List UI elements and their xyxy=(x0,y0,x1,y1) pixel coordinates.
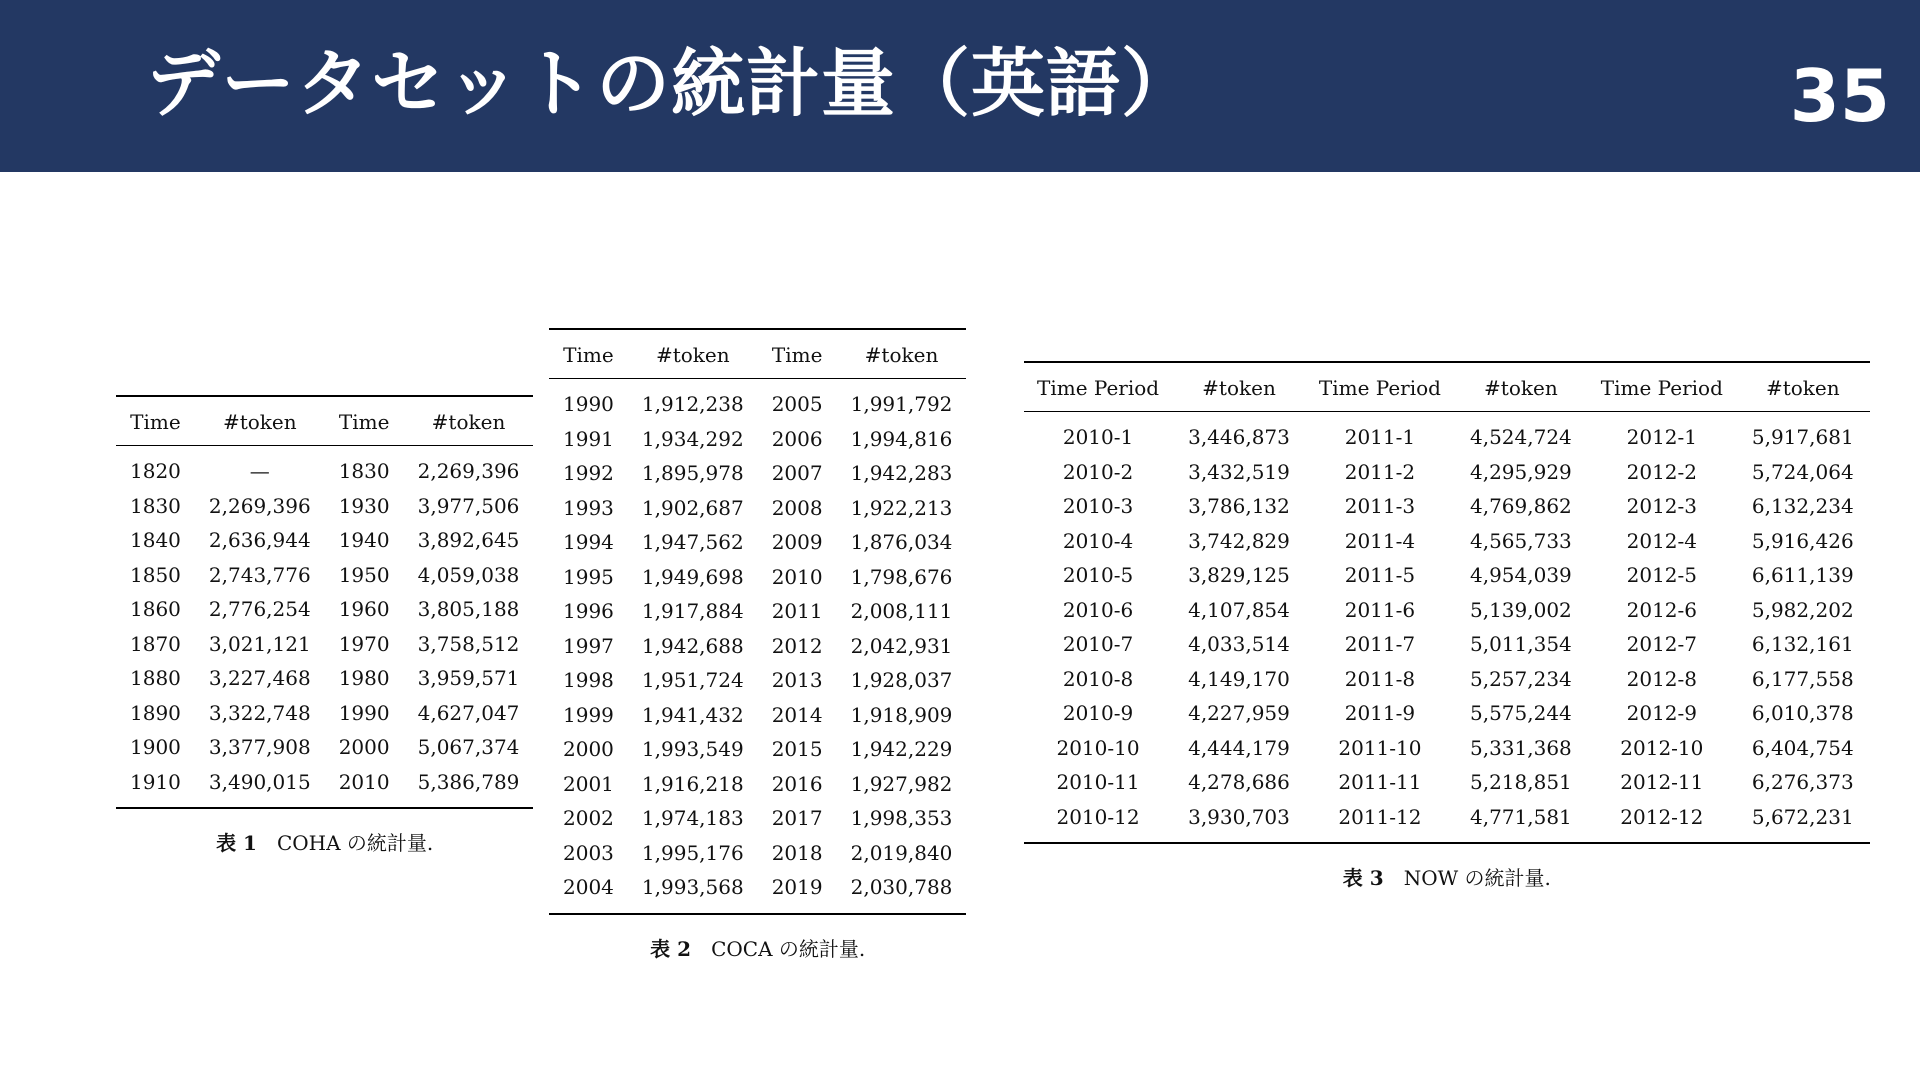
table-row xyxy=(1024,593,1870,628)
table-cell: 1,994,816 xyxy=(850,426,953,451)
table-cell: 6,611,139 xyxy=(1751,563,1854,588)
table-cell: 2012-3 xyxy=(1626,494,1698,519)
table-cell: 4,227,959 xyxy=(1188,701,1290,726)
table-row xyxy=(116,446,533,489)
table-row xyxy=(549,629,966,664)
table-cell: 1,798,676 xyxy=(850,564,953,589)
table-cell: 5,916,426 xyxy=(1751,528,1854,553)
table-cell: 2003 xyxy=(563,840,614,865)
table-cell: 1,876,034 xyxy=(850,530,953,555)
table-row xyxy=(549,663,966,698)
table-header-row xyxy=(549,329,966,379)
table-cell: 1,998,353 xyxy=(850,806,953,831)
coha-table-caption xyxy=(116,827,533,856)
table-cell: 1,951,724 xyxy=(641,668,744,693)
table-cell: 1,927,982 xyxy=(850,771,953,796)
table-cell: 2012-12 xyxy=(1588,800,1736,844)
table-cell: 5,386,789 xyxy=(404,765,534,809)
table-cell: 5,917,681 xyxy=(1751,425,1854,450)
column-header: #token xyxy=(1736,362,1870,412)
table-cell: 5,672,231 xyxy=(1736,800,1870,844)
table-cell: 1950 xyxy=(338,562,390,587)
table-row xyxy=(549,801,966,836)
table-cell: 2013 xyxy=(771,668,823,693)
table-row xyxy=(549,870,966,914)
table-cell: 2010-5 xyxy=(1062,563,1134,588)
table-cell: 3,805,188 xyxy=(417,597,520,622)
table-row xyxy=(1024,731,1870,766)
table-cell: 2010-4 xyxy=(1062,528,1134,553)
column-header: Time Period xyxy=(1588,362,1736,412)
table-cell: 2011-11 xyxy=(1338,770,1422,795)
table-cell: 2,269,396 xyxy=(208,493,311,518)
column-header: Time xyxy=(116,396,195,446)
table-cell: 2011-10 xyxy=(1338,735,1422,760)
table-cell: 2,019,840 xyxy=(850,840,953,865)
table-cell: 2010-11 xyxy=(1056,770,1140,795)
coca-table xyxy=(549,328,966,915)
table-cell: 2011-9 xyxy=(1344,701,1416,726)
table-cell: 1991 xyxy=(563,426,614,451)
table-cell: 3,377,908 xyxy=(208,735,311,760)
table-cell: 3,227,468 xyxy=(208,666,311,691)
table-cell: 2012-7 xyxy=(1626,632,1698,657)
table-cell: 2,008,111 xyxy=(850,599,953,624)
table-cell: 1,912,238 xyxy=(641,392,744,417)
table-cell: 2017 xyxy=(771,806,823,831)
table-cell: 5,257,234 xyxy=(1469,666,1572,691)
table-cell: 1,922,213 xyxy=(850,495,953,520)
table-cell: 1992 xyxy=(563,461,614,486)
caption-label: 表 2 xyxy=(650,936,692,961)
page-number: 35 xyxy=(1789,54,1890,138)
slide-title: データセットの統計量（英語） xyxy=(146,41,1196,127)
now-table-caption xyxy=(1024,862,1870,891)
table-cell: 2012-4 xyxy=(1626,528,1698,553)
table-cell: 1830 xyxy=(130,493,181,518)
table-cell: 2010-6 xyxy=(1062,597,1134,622)
table-cell: 2012-6 xyxy=(1626,597,1698,622)
table-cell: 5,724,064 xyxy=(1751,459,1854,484)
table-cell: 1860 xyxy=(130,597,181,622)
table-row xyxy=(549,732,966,767)
table-cell: 2012 xyxy=(771,633,823,658)
table-cell: 1996 xyxy=(563,599,614,624)
table-row xyxy=(1024,765,1870,800)
table-cell: 4,278,686 xyxy=(1188,770,1290,795)
table-cell: 2012-5 xyxy=(1626,563,1698,588)
table-cell: 2005 xyxy=(771,392,823,417)
table-row xyxy=(1024,800,1870,844)
table-cell: 5,331,368 xyxy=(1469,735,1572,760)
table-cell: 2010-2 xyxy=(1062,459,1134,484)
table-row xyxy=(116,730,533,765)
column-header: Time xyxy=(549,329,628,379)
table-cell: 4,954,039 xyxy=(1469,563,1572,588)
table-cell: 1940 xyxy=(338,528,390,553)
table-cell: 1999 xyxy=(563,702,614,727)
table-cell: 2014 xyxy=(771,702,823,727)
table-cell: 2010-9 xyxy=(1062,701,1134,726)
table-cell: 4,769,862 xyxy=(1469,494,1572,519)
table-cell: 4,059,038 xyxy=(417,562,520,587)
caption-label: 表 3 xyxy=(1342,866,1384,890)
coha-table xyxy=(116,395,533,809)
table-cell: 6,177,558 xyxy=(1751,666,1854,691)
table-cell: 3,977,506 xyxy=(417,493,520,518)
table-cell: 2,269,396 xyxy=(417,459,520,484)
table-cell: 1,895,978 xyxy=(641,461,744,486)
table-cell: 1,995,176 xyxy=(641,840,744,865)
table-cell: 1,993,568 xyxy=(628,870,758,914)
table-cell: 1820 xyxy=(130,459,181,484)
table-cell: 1,974,183 xyxy=(641,806,744,831)
now-table-block xyxy=(1024,361,1870,891)
table-cell: 1,941,432 xyxy=(641,702,744,727)
table-cell: 4,033,514 xyxy=(1188,632,1290,657)
table-cell: 4,524,724 xyxy=(1469,425,1572,450)
table-cell: 1,902,687 xyxy=(641,495,744,520)
table-cell: 2002 xyxy=(563,806,614,831)
coca-table-block xyxy=(549,328,966,962)
table-cell: 2010-10 xyxy=(1056,735,1140,760)
table-row xyxy=(116,765,533,809)
table-cell: 2012-2 xyxy=(1626,459,1698,484)
table-cell: 2010-7 xyxy=(1062,632,1134,657)
table-row xyxy=(549,560,966,595)
table-cell: 2019 xyxy=(758,870,837,914)
table-cell: 2016 xyxy=(771,771,823,796)
table-cell: 2011-6 xyxy=(1344,597,1416,622)
table-cell: 2011-12 xyxy=(1306,800,1454,844)
coca-table-caption xyxy=(549,933,966,962)
table-cell: 3,446,873 xyxy=(1188,425,1290,450)
table-cell: 2011-8 xyxy=(1344,666,1416,691)
table-cell: 1960 xyxy=(338,597,390,622)
table-cell: 1,934,292 xyxy=(641,426,744,451)
caption-text: NOW の統計量. xyxy=(1403,866,1551,890)
table-cell: 1,991,792 xyxy=(850,392,953,417)
table-cell: 1980 xyxy=(338,666,390,691)
column-header: Time xyxy=(758,329,837,379)
table-cell: 1,918,909 xyxy=(850,702,953,727)
table-cell: 3,021,121 xyxy=(208,631,311,656)
table-cell: 1930 xyxy=(338,493,390,518)
table-cell: 2011-2 xyxy=(1344,459,1416,484)
table-cell: 1840 xyxy=(130,528,181,553)
table-cell: 2,743,776 xyxy=(208,562,311,587)
table-row xyxy=(116,489,533,524)
table-cell: 3,490,015 xyxy=(195,765,325,809)
column-header: #token xyxy=(628,329,758,379)
table-row xyxy=(1024,696,1870,731)
table-row xyxy=(1024,558,1870,593)
table-cell: 1990 xyxy=(338,700,390,725)
table-cell: 1890 xyxy=(130,700,181,725)
caption-label: 表 1 xyxy=(216,831,257,855)
table-cell: 5,575,244 xyxy=(1469,701,1572,726)
column-header: #token xyxy=(1172,362,1306,412)
table-cell: 1,942,283 xyxy=(850,461,953,486)
table-cell: 3,432,519 xyxy=(1188,459,1290,484)
table-cell: 1,947,562 xyxy=(641,530,744,555)
coha-table-block xyxy=(116,395,533,856)
table-cell: 6,010,378 xyxy=(1751,701,1854,726)
table-cell: 2011-1 xyxy=(1344,425,1416,450)
table-cell: 2010 xyxy=(771,564,823,589)
table-cell: 1910 xyxy=(116,765,195,809)
caption-text: COHA の統計量. xyxy=(276,831,434,855)
table-row xyxy=(116,696,533,731)
table-cell: 2011-5 xyxy=(1344,563,1416,588)
table-cell: 2011 xyxy=(771,599,823,624)
table-cell: 1,917,884 xyxy=(641,599,744,624)
table-row xyxy=(549,379,966,422)
table-cell: 5,982,202 xyxy=(1751,597,1854,622)
caption-text: COCA の統計量. xyxy=(711,936,866,961)
table-row xyxy=(1024,627,1870,662)
table-cell: 1990 xyxy=(563,392,614,417)
table-cell: 1,942,688 xyxy=(641,633,744,658)
table-cell: 1993 xyxy=(563,495,614,520)
table-cell: 2012-1 xyxy=(1626,425,1698,450)
table-cell: 3,786,132 xyxy=(1188,494,1290,519)
column-header: Time Period xyxy=(1306,362,1454,412)
table-cell: — xyxy=(249,459,270,484)
table-cell: 2008 xyxy=(771,495,823,520)
table-cell: 2,030,788 xyxy=(837,870,967,914)
table-cell: 6,404,754 xyxy=(1751,735,1854,760)
table-row xyxy=(1024,455,1870,490)
table-cell: 3,959,571 xyxy=(417,666,520,691)
table-cell: 5,011,354 xyxy=(1469,632,1572,657)
column-header: Time xyxy=(325,396,404,446)
table-row xyxy=(549,525,966,560)
title-bar xyxy=(0,0,1920,172)
table-cell: 2011-3 xyxy=(1344,494,1416,519)
table-cell: 3,829,125 xyxy=(1188,563,1290,588)
table-header-row xyxy=(1024,362,1870,412)
table-row xyxy=(116,661,533,696)
table-cell: 4,565,733 xyxy=(1469,528,1572,553)
table-row xyxy=(549,698,966,733)
table-cell: 1970 xyxy=(338,631,390,656)
table-cell: 2000 xyxy=(338,735,390,760)
table-cell: 1,916,218 xyxy=(641,771,744,796)
table-header-row xyxy=(116,396,533,446)
table-cell: 3,322,748 xyxy=(208,700,311,725)
table-row xyxy=(549,456,966,491)
table-cell: 4,771,581 xyxy=(1454,800,1588,844)
table-row xyxy=(549,767,966,802)
table-cell: 2012-9 xyxy=(1626,701,1698,726)
table-cell: 1,942,229 xyxy=(850,737,953,762)
table-row xyxy=(1024,489,1870,524)
table-cell: 2010-8 xyxy=(1062,666,1134,691)
table-cell: 6,132,234 xyxy=(1751,494,1854,519)
table-cell: 1870 xyxy=(130,631,181,656)
table-cell: 4,149,170 xyxy=(1188,666,1290,691)
table-cell: 2010 xyxy=(325,765,404,809)
column-header: #token xyxy=(1454,362,1588,412)
column-header: #token xyxy=(195,396,325,446)
table-row xyxy=(116,627,533,662)
table-cell: 2010-12 xyxy=(1024,800,1172,844)
table-cell: 3,758,512 xyxy=(417,631,520,656)
table-cell: 6,276,373 xyxy=(1751,770,1854,795)
column-header: #token xyxy=(837,329,967,379)
table-cell: 2010-3 xyxy=(1062,494,1134,519)
table-cell: 1880 xyxy=(130,666,181,691)
table-cell: 2011-4 xyxy=(1344,528,1416,553)
table-row xyxy=(1024,524,1870,559)
table-cell: 2,776,254 xyxy=(208,597,311,622)
table-cell: 1830 xyxy=(338,459,390,484)
table-row xyxy=(116,592,533,627)
table-cell: 1,949,698 xyxy=(641,564,744,589)
table-cell: 3,742,829 xyxy=(1188,528,1290,553)
table-cell: 3,892,645 xyxy=(417,528,520,553)
table-cell: 2018 xyxy=(771,840,823,865)
table-cell: 2,042,931 xyxy=(850,633,953,658)
table-cell: 2001 xyxy=(563,771,614,796)
column-header: #token xyxy=(404,396,534,446)
table-cell: 2011-7 xyxy=(1344,632,1416,657)
table-cell: 5,067,374 xyxy=(417,735,520,760)
table-row xyxy=(1024,662,1870,697)
table-cell: 2012-11 xyxy=(1620,770,1704,795)
table-row xyxy=(1024,412,1870,455)
table-cell: 2010-1 xyxy=(1062,425,1134,450)
table-cell: 2007 xyxy=(771,461,823,486)
table-row xyxy=(549,491,966,526)
table-cell: 5,218,851 xyxy=(1469,770,1572,795)
table-cell: 1995 xyxy=(563,564,614,589)
table-cell: 4,627,047 xyxy=(417,700,520,725)
table-cell: 1900 xyxy=(130,735,181,760)
table-cell: 2012-10 xyxy=(1620,735,1704,760)
table-row xyxy=(549,836,966,871)
table-cell: 2006 xyxy=(771,426,823,451)
table-cell: 2004 xyxy=(549,870,628,914)
column-header: Time Period xyxy=(1024,362,1172,412)
table-cell: 1997 xyxy=(563,633,614,658)
table-row xyxy=(116,523,533,558)
table-row xyxy=(549,594,966,629)
table-cell: 4,444,179 xyxy=(1188,735,1290,760)
table-cell: 4,295,929 xyxy=(1469,459,1572,484)
table-cell: 2009 xyxy=(771,530,823,555)
table-row xyxy=(116,558,533,593)
table-cell: 2000 xyxy=(563,737,614,762)
table-cell: 2012-8 xyxy=(1626,666,1698,691)
table-cell: 1850 xyxy=(130,562,181,587)
table-row xyxy=(549,422,966,457)
table-cell: 6,132,161 xyxy=(1751,632,1854,657)
table-cell: 3,930,703 xyxy=(1172,800,1306,844)
table-cell: 1,928,037 xyxy=(850,668,953,693)
table-cell: 2015 xyxy=(771,737,823,762)
table-cell: 4,107,854 xyxy=(1188,597,1290,622)
table-cell: 5,139,002 xyxy=(1469,597,1572,622)
table-cell: 1998 xyxy=(563,668,614,693)
now-table xyxy=(1024,361,1870,844)
table-cell: 2,636,944 xyxy=(208,528,311,553)
table-cell: 1,993,549 xyxy=(641,737,744,762)
table-cell: 1994 xyxy=(563,530,614,555)
